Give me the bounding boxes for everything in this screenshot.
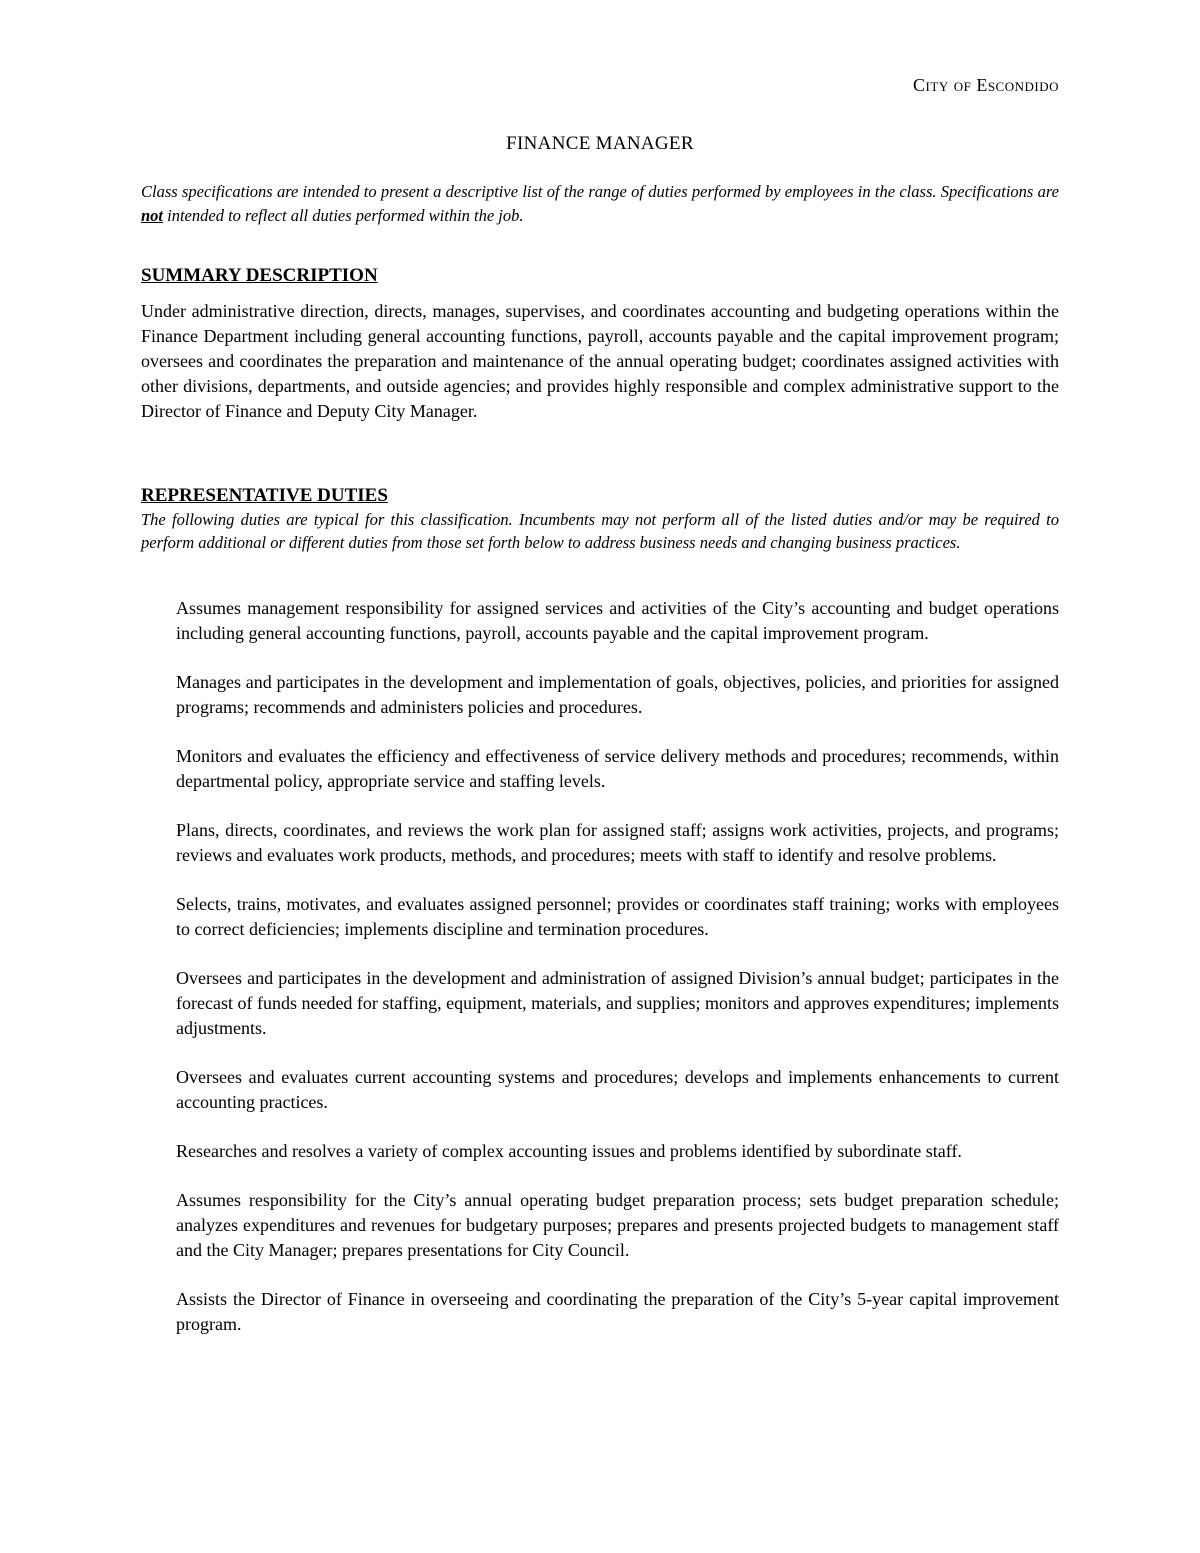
class-spec-disclaimer [141, 180, 1059, 228]
duty-item: Researches and resolves a variety of complex accounting issues and problems identified by subordinate staff. [176, 1141, 962, 1161]
summary-description: Under administrative direction, directs, manages, supervises, and coordinates accounting and budgeting operations within the Finance Department including general accounting functions, payroll, accounts payable and the capital improvement program; oversees and coordinates the preparation and maintenance of the annual operating budget; coordinates assigned activities with other divisions, departments, and outside agencies; and provides highly responsible and complex administrative support to the Director of Finance and Deputy City Manager. [141, 301, 1059, 421]
duties-note: The following duties are typical for this classification. Incumbents may not perform all of the listed duties and/or may be required to perform additional or different duties from those set forth below to address business needs and changing business practices. [141, 510, 1059, 552]
duty-item: Oversees and evaluates current accounting systems and procedures; develops and implements enhancements to current accounting practices. [176, 1067, 1059, 1112]
duty-item: Assumes management responsibility for assigned services and activities of the City’s accounting and budget operations including general accounting functions, payroll, accounts payable and the capital improvement program. [176, 598, 1059, 643]
duties-heading: REPRESENTATIVE DUTIES [141, 485, 388, 506]
summary-heading: SUMMARY DESCRIPTION [141, 265, 378, 286]
duties-list [176, 596, 1059, 1361]
duty-item: Monitors and evaluates the efficiency and effectiveness of service delivery methods and procedures; recommends, within departmental policy, appropriate service and staffing levels. [176, 746, 1059, 791]
disclaimer-part-1: Class specifications are intended to present a descriptive list of the range of duties performed by employees in the class. Specifications are [141, 182, 1059, 201]
disclaimer-emphasis: not [141, 206, 164, 225]
duty-item: Plans, directs, coordinates, and reviews the work plan for assigned staff; assigns work activities, projects, and programs; reviews and evaluates work products, methods, and procedures; meets with staff to identify and resolve problems. [176, 820, 1059, 865]
duty-item: Oversees and participates in the development and administration of assigned Division’s annual budget; participates in the forecast of funds needed for staffing, equipment, materials, and supplies; monitors and approves expenditures; implements adjustments. [176, 968, 1059, 1038]
duty-item: Selects, trains, motivates, and evaluates assigned personnel; provides or coordinates staff training; works with employees to correct deficiencies; implements discipline and termination procedures. [176, 894, 1059, 939]
organization-header: City of Escondido [913, 75, 1059, 95]
page-title: FINANCE MANAGER [506, 133, 694, 154]
duty-item: Manages and participates in the development and implementation of goals, objectives, policies, and priorities for assigned programs; recommends and administers policies and procedures. [176, 672, 1059, 717]
duty-item: Assists the Director of Finance in overseeing and coordinating the preparation of the City’s 5-year capital improvement program. [176, 1289, 1059, 1334]
disclaimer-part-2: intended to reflect all duties performed within the job. [163, 206, 524, 225]
duty-item: Assumes responsibility for the City’s annual operating budget preparation process; sets budget preparation schedule; analyzes expenditures and revenues for budgetary purposes; prepares and presents projected budgets to management staff and the City Manager; prepares presentations for City Council. [176, 1190, 1059, 1260]
